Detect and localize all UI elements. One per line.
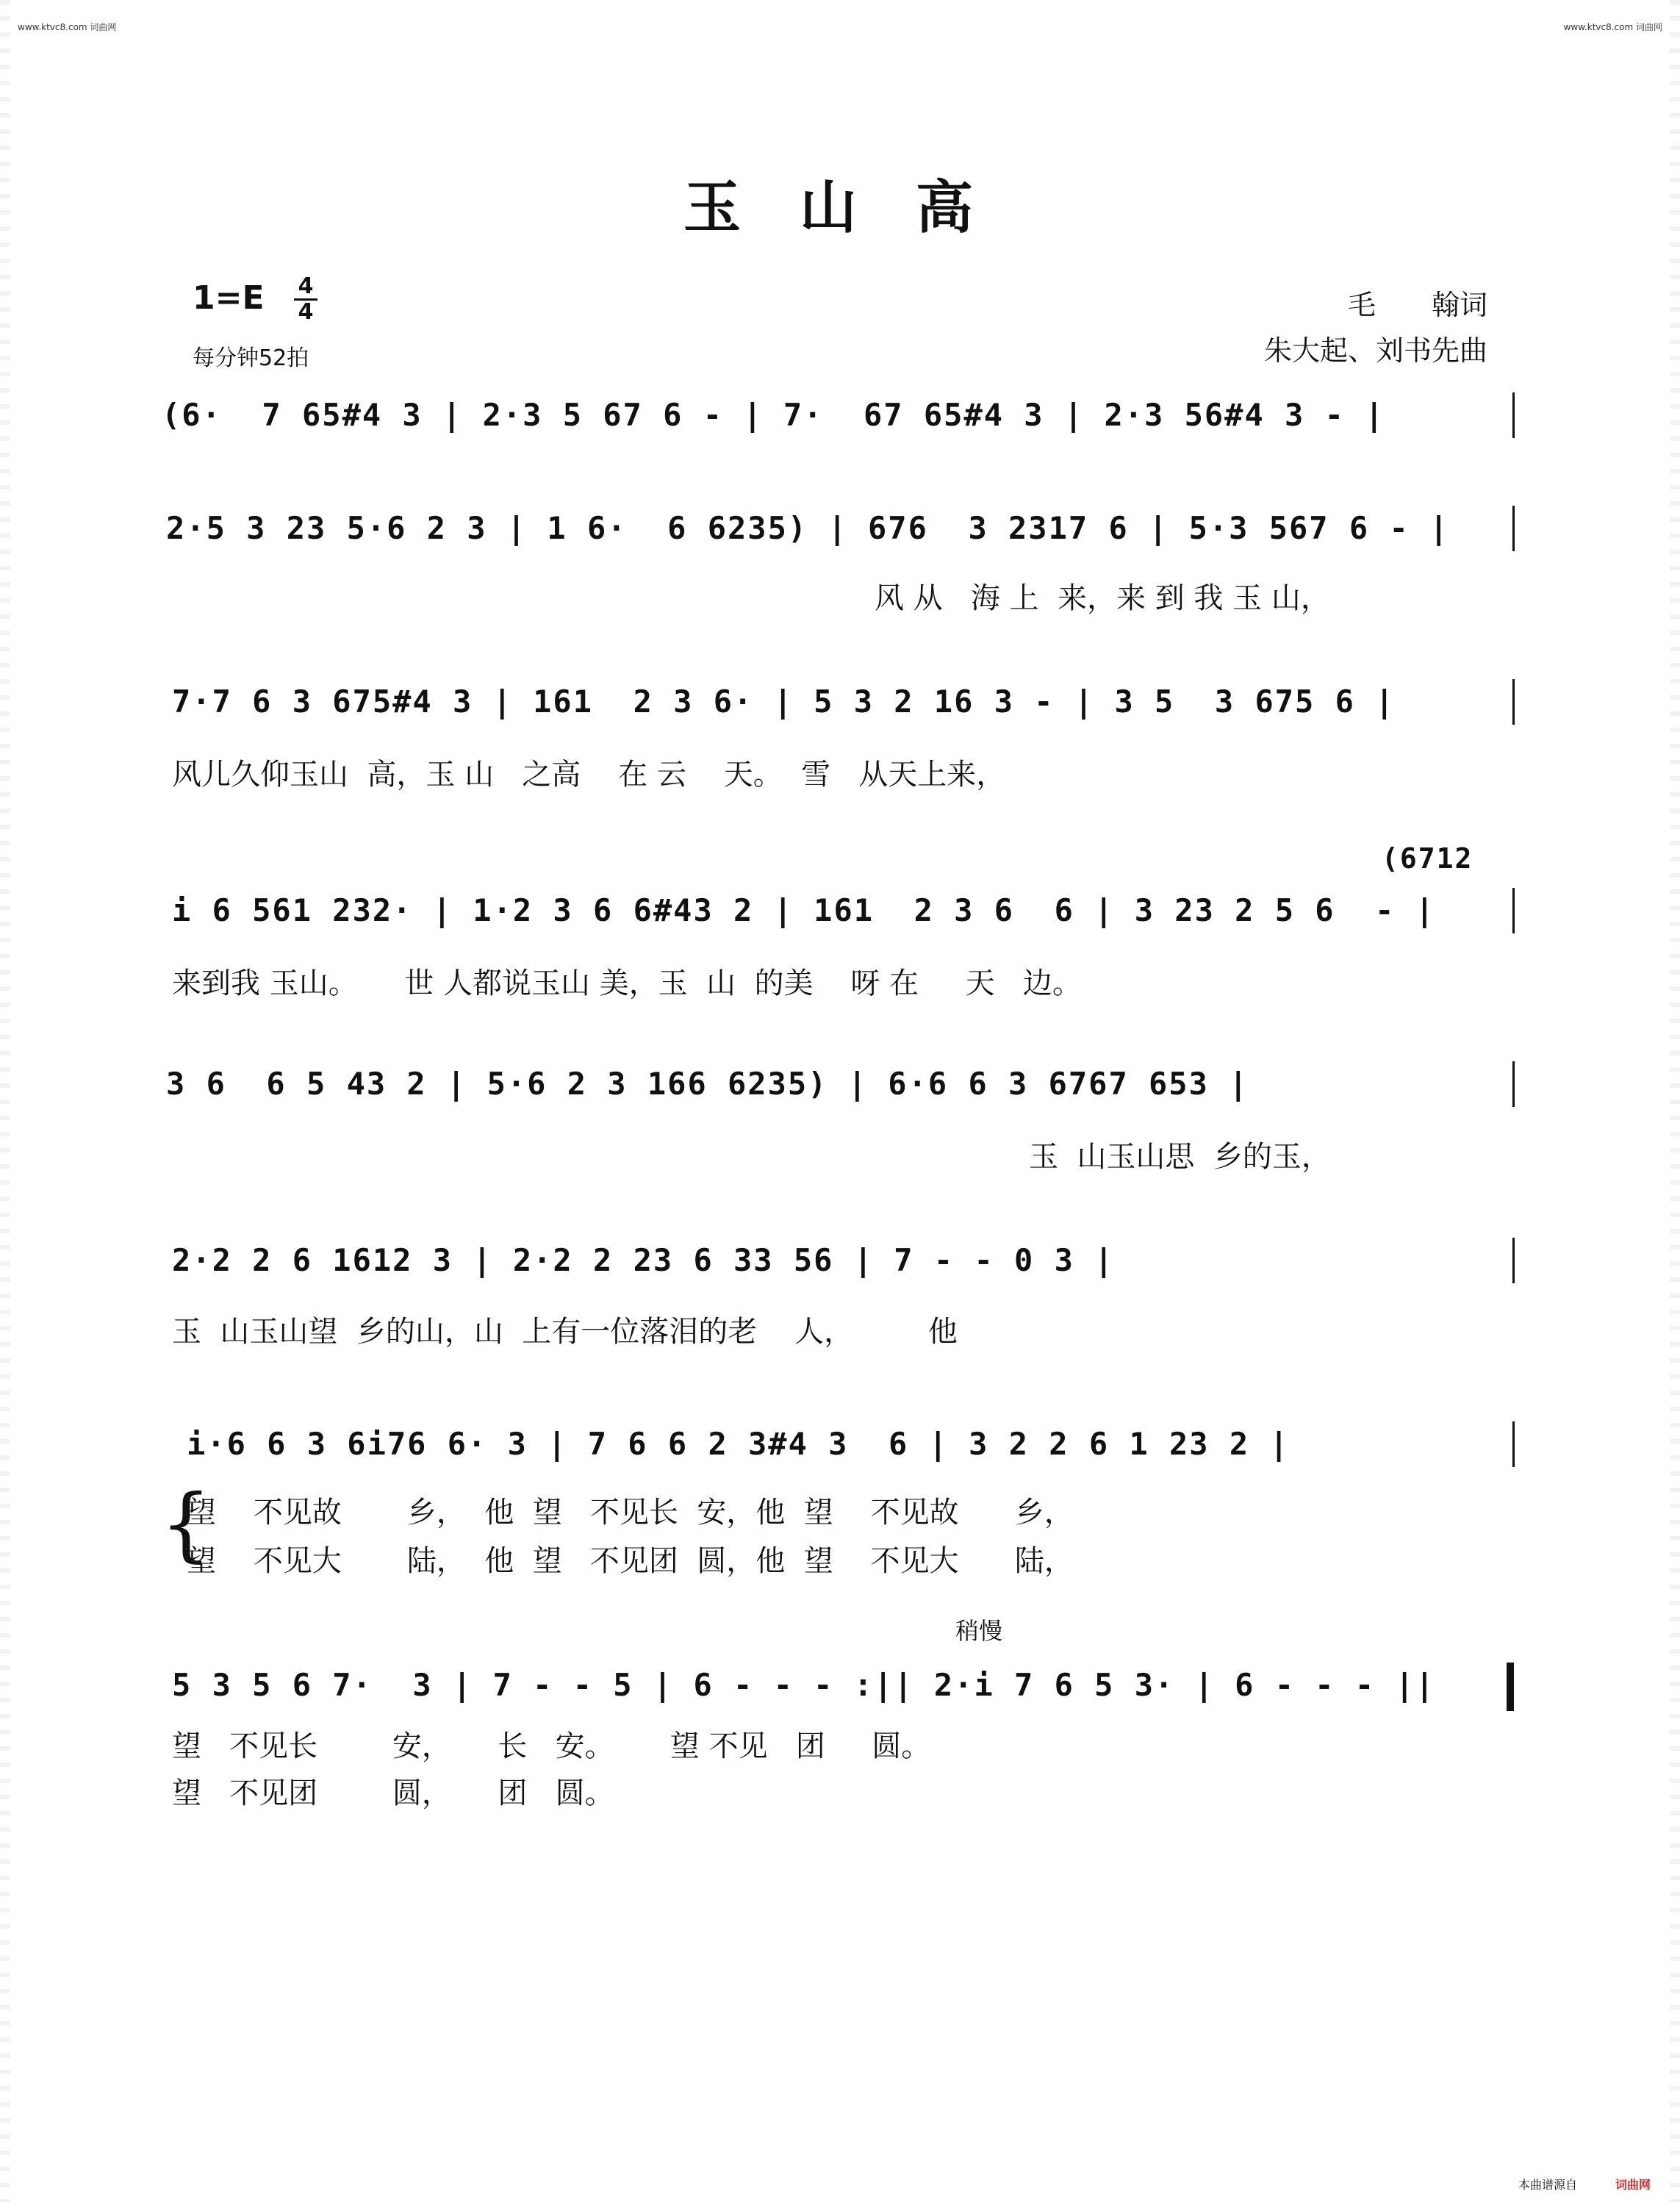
footer-source: 本曲谱源自 bbox=[1518, 2178, 1577, 2192]
time-signature-bottom: 4 bbox=[298, 299, 314, 325]
cue-notes: (6712 bbox=[1382, 842, 1473, 875]
notation-line-6: 2·2 2 6 1612 3 | 2·2 2 23 6 33 56 | 7 - - 0 3 | bbox=[172, 1242, 1115, 1278]
notation-line-1: (6· 7 65#4 3 | 2·3 5 67 6 - | 7· 67 65#4 3 | 2·3 56#4 3 - | bbox=[162, 397, 1385, 433]
lyric-line-2: 风 从 海 上 来，来 到 我 玉 山， bbox=[875, 581, 1330, 615]
lyric-line-8a: 望 不见长 安， 长 安。 望 不见 团 圆。 bbox=[172, 1729, 931, 1763]
composer-credit: 朱大起、刘书先曲 bbox=[1263, 334, 1487, 367]
right-margin-strip bbox=[1670, 0, 1680, 2202]
lyric-line-4: 来到我 玉山。 世 人都说玉山 美，玉 山 的美 呀 在 天 边。 bbox=[172, 966, 1082, 1000]
left-margin-strip bbox=[0, 0, 10, 2202]
system-end-barline bbox=[1512, 679, 1515, 725]
system-end-barline bbox=[1512, 888, 1515, 933]
system-end-barline bbox=[1512, 1421, 1515, 1467]
lyric-line-5: 玉 山玉山思 乡的玉， bbox=[1029, 1140, 1331, 1174]
notation-line-4: i 6 561 232· | 1·2 3 6 6#43 2 | 161 2 3 6 6 | 3 23 2 5 6 - | bbox=[172, 892, 1436, 928]
footer-site-link[interactable]: 词曲网 bbox=[1615, 2178, 1651, 2192]
system-end-barline bbox=[1512, 392, 1515, 438]
lyric-line-6: 玉 山玉山望 乡的山，山 上有一位落泪的老 人， 他 bbox=[172, 1315, 958, 1349]
notation-line-8: 5 3 5 6 7· 3 | 7 - - 5 | 6 - - - :|| 2·i 7 6 5 3· | 6 - - - || bbox=[172, 1667, 1436, 1703]
site-label-right[interactable]: www.ktvc8.com 词曲网 bbox=[1563, 22, 1662, 32]
lyric-line-3: 风儿久仰玉山 高，玉 山 之高 在 云 天。 雪 从天上来， bbox=[172, 758, 1006, 792]
lyricist-credit: 毛 翰词 bbox=[1347, 289, 1487, 321]
site-label-left[interactable]: www.ktvc8.com 词曲网 bbox=[18, 22, 117, 32]
notation-line-3: 7·7 6 3 675#4 3 | 161 2 3 6· | 5 3 2 16 3 - | 3 5 3 675 6 | bbox=[172, 684, 1396, 720]
key-signature: 1=E bbox=[193, 279, 265, 317]
system-end-barline bbox=[1512, 1061, 1515, 1107]
verse-brace: { bbox=[160, 1477, 212, 1571]
notation-line-7: i·6 6 3 6i76 6· 3 | 7 6 6 2 3#4 3 6 | 3 2 2 6 1 23 2 | bbox=[187, 1426, 1290, 1462]
slower-marking: 稍慢 bbox=[955, 1617, 1003, 1645]
time-signature-top: 4 bbox=[298, 273, 314, 299]
system-end-barline bbox=[1512, 1238, 1515, 1283]
time-signature bbox=[292, 275, 319, 324]
lyric-line-7a: 望 不见故 乡， 他 望 不见长 安，他 望 不见故 乡， bbox=[187, 1496, 1074, 1529]
system-end-barline bbox=[1512, 506, 1515, 551]
song-title: 玉山高 bbox=[683, 174, 1033, 241]
final-barline bbox=[1507, 1663, 1514, 1711]
lyric-line-7b: 望 不见大 陆， 他 望 不见团 圆，他 望 不见大 陆， bbox=[187, 1544, 1074, 1578]
tempo-marking: 每分钟52拍 bbox=[193, 345, 309, 371]
notation-line-2: 2·5 3 23 5·6 2 3 | 1 6· 6 6235) | 676 3 2317 6 | 5·3 567 6 - | bbox=[166, 510, 1450, 546]
lyric-line-8b: 望 不见团 圆， 团 圆。 bbox=[172, 1776, 614, 1810]
notation-line-5: 3 6 6 5 43 2 | 5·6 2 3 166 6235) | 6·6 6 3 6767 653 | bbox=[166, 1066, 1249, 1102]
